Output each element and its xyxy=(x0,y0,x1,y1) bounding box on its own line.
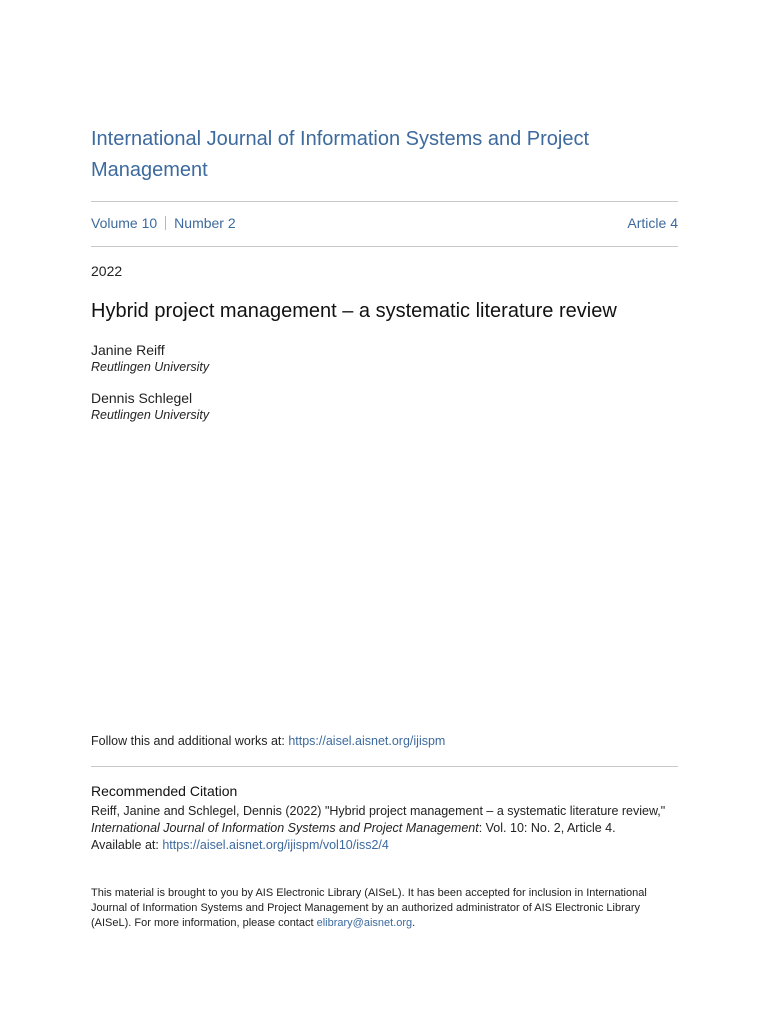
number-link[interactable]: Number 2 xyxy=(174,215,236,231)
author-block xyxy=(91,389,491,423)
author-affiliation: Reutlingen University xyxy=(91,360,210,374)
author-name: Dennis Schlegel xyxy=(91,390,193,406)
publication-year: 2022 xyxy=(91,263,123,279)
cover-page xyxy=(91,0,678,1024)
article-title: Hybrid project management – a systematic literature review xyxy=(91,300,617,322)
citation-link[interactable]: https://aisel.aisnet.org/ijispm/vol10/iss2/4 xyxy=(162,838,389,852)
footer-notice xyxy=(91,886,671,931)
citation-line-1: Reiff, Janine and Schlegel, Dennis (2022) "Hybrid project management – a systematic literature review," xyxy=(91,804,666,818)
issue-separator xyxy=(165,216,166,230)
footer-line-3 xyxy=(91,916,671,931)
journal-title-link[interactable]: International Journal of Information Systems and Project Management xyxy=(91,128,590,181)
author-name: Janine Reiff xyxy=(91,342,165,358)
footer-contact-text: (AISeL). For more information, please contact xyxy=(91,917,317,929)
article-link[interactable]: Article 4 xyxy=(627,215,678,231)
contact-email-link[interactable]: elibrary@aisnet.org xyxy=(316,917,413,929)
citation-divider xyxy=(91,766,678,767)
issue-info-row xyxy=(91,213,678,233)
footer-period: . xyxy=(412,917,416,929)
top-divider xyxy=(91,201,678,202)
citation-volume-info: : Vol. 10: No. 2, Article 4. xyxy=(478,821,616,835)
citation-heading: Recommended Citation xyxy=(91,783,238,799)
volume-link[interactable]: Volume 10 xyxy=(91,215,158,231)
author-block xyxy=(91,341,491,375)
citation-text xyxy=(91,803,678,854)
citation-line-2 xyxy=(91,820,678,837)
footer-line-2: Journal of Information Systems and Project Management by an authorized administrator of AIS Electronic Library xyxy=(91,902,641,914)
follow-link[interactable]: https://aisel.aisnet.org/ijispm xyxy=(288,734,446,748)
author-affiliation: Reutlingen University xyxy=(91,408,210,422)
footer-line-1: This material is brought to you by AIS Electronic Library (AISeL). It has been accepted for inclusion in International xyxy=(91,887,647,899)
issue-divider xyxy=(91,246,678,247)
citation-journal: International Journal of Information Systems and Project Management xyxy=(91,821,479,835)
follow-line xyxy=(91,733,445,750)
available-at-label: Available at: xyxy=(91,838,163,852)
citation-line-3 xyxy=(91,837,678,854)
follow-text: Follow this and additional works at: xyxy=(91,734,289,748)
